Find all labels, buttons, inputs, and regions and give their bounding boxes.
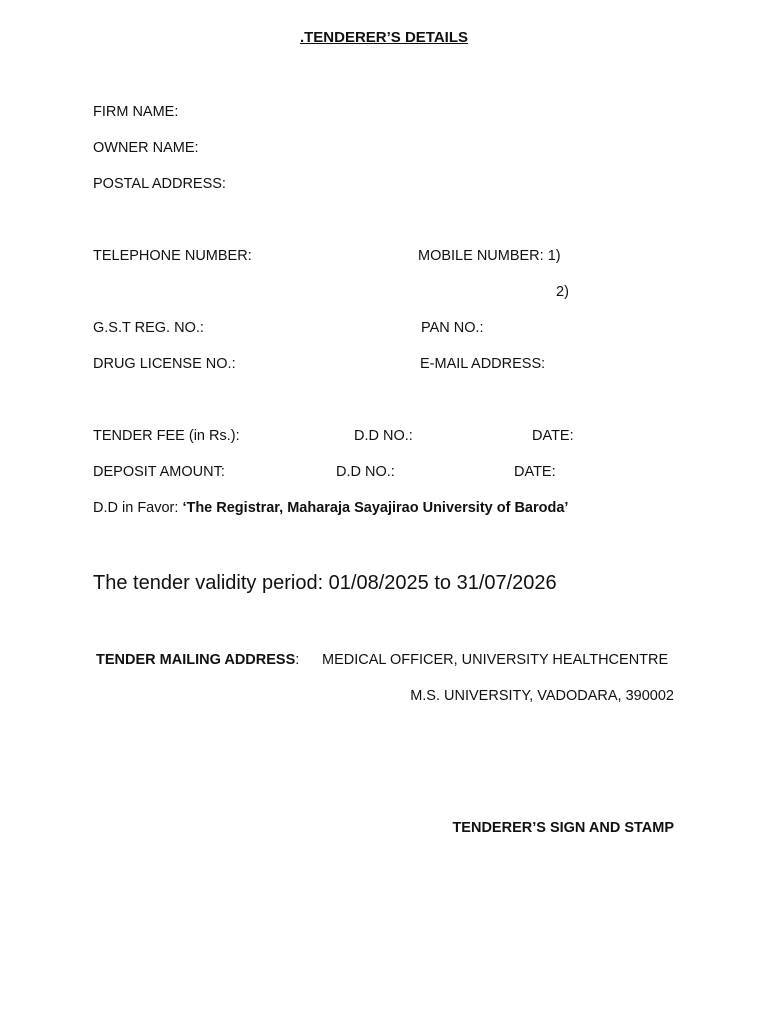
dd-favor-label: D.D in Favor: [93, 500, 183, 516]
mailing-address-line2: M.S. UNIVERSITY, VADODARA, 390002 [410, 688, 674, 704]
email-label: E-MAIL ADDRESS: [420, 356, 546, 372]
page-title: .TENDERER’S DETAILS [299, 29, 469, 46]
deposit-dd-label: D.D NO.: [336, 464, 395, 480]
mobile-2-label: 2) [556, 284, 569, 300]
dd-favor-line [93, 499, 568, 517]
tender-fee-label: TENDER FEE (in Rs.): [93, 428, 240, 444]
owner-name-label: OWNER NAME: [93, 140, 199, 156]
tender-fee-dd-label: D.D NO.: [354, 428, 413, 444]
mailing-address-label: TENDER MAILING ADDRESS [96, 652, 296, 668]
deposit-date-label: DATE: [514, 464, 556, 480]
firm-name-label: FIRM NAME: [93, 104, 179, 120]
pan-label: PAN NO.: [421, 320, 484, 336]
postal-address-label: POSTAL ADDRESS: [93, 176, 226, 192]
telephone-label: TELEPHONE NUMBER: [93, 248, 252, 264]
signature-label: TENDERER’S SIGN AND STAMP [452, 820, 674, 836]
mailing-address-line1: MEDICAL OFFICER, UNIVERSITY HEALTHCENTRE [322, 652, 669, 668]
mailing-colon: : [295, 652, 300, 668]
mobile-label: MOBILE NUMBER: 1) [418, 248, 561, 264]
drug-license-label: DRUG LICENSE NO.: [93, 356, 236, 372]
validity-period: The tender validity period: 01/08/2025 to 31/07/2026 [93, 572, 557, 594]
dd-favor-value: ‘The Registrar, Maharaja Sayajirao University of Baroda’ [182, 500, 569, 516]
tender-fee-date-label: DATE: [532, 428, 574, 444]
mailing-address-line [96, 651, 299, 669]
gst-label: G.S.T REG. NO.: [93, 320, 204, 336]
deposit-amount-label: DEPOSIT AMOUNT: [93, 464, 225, 480]
